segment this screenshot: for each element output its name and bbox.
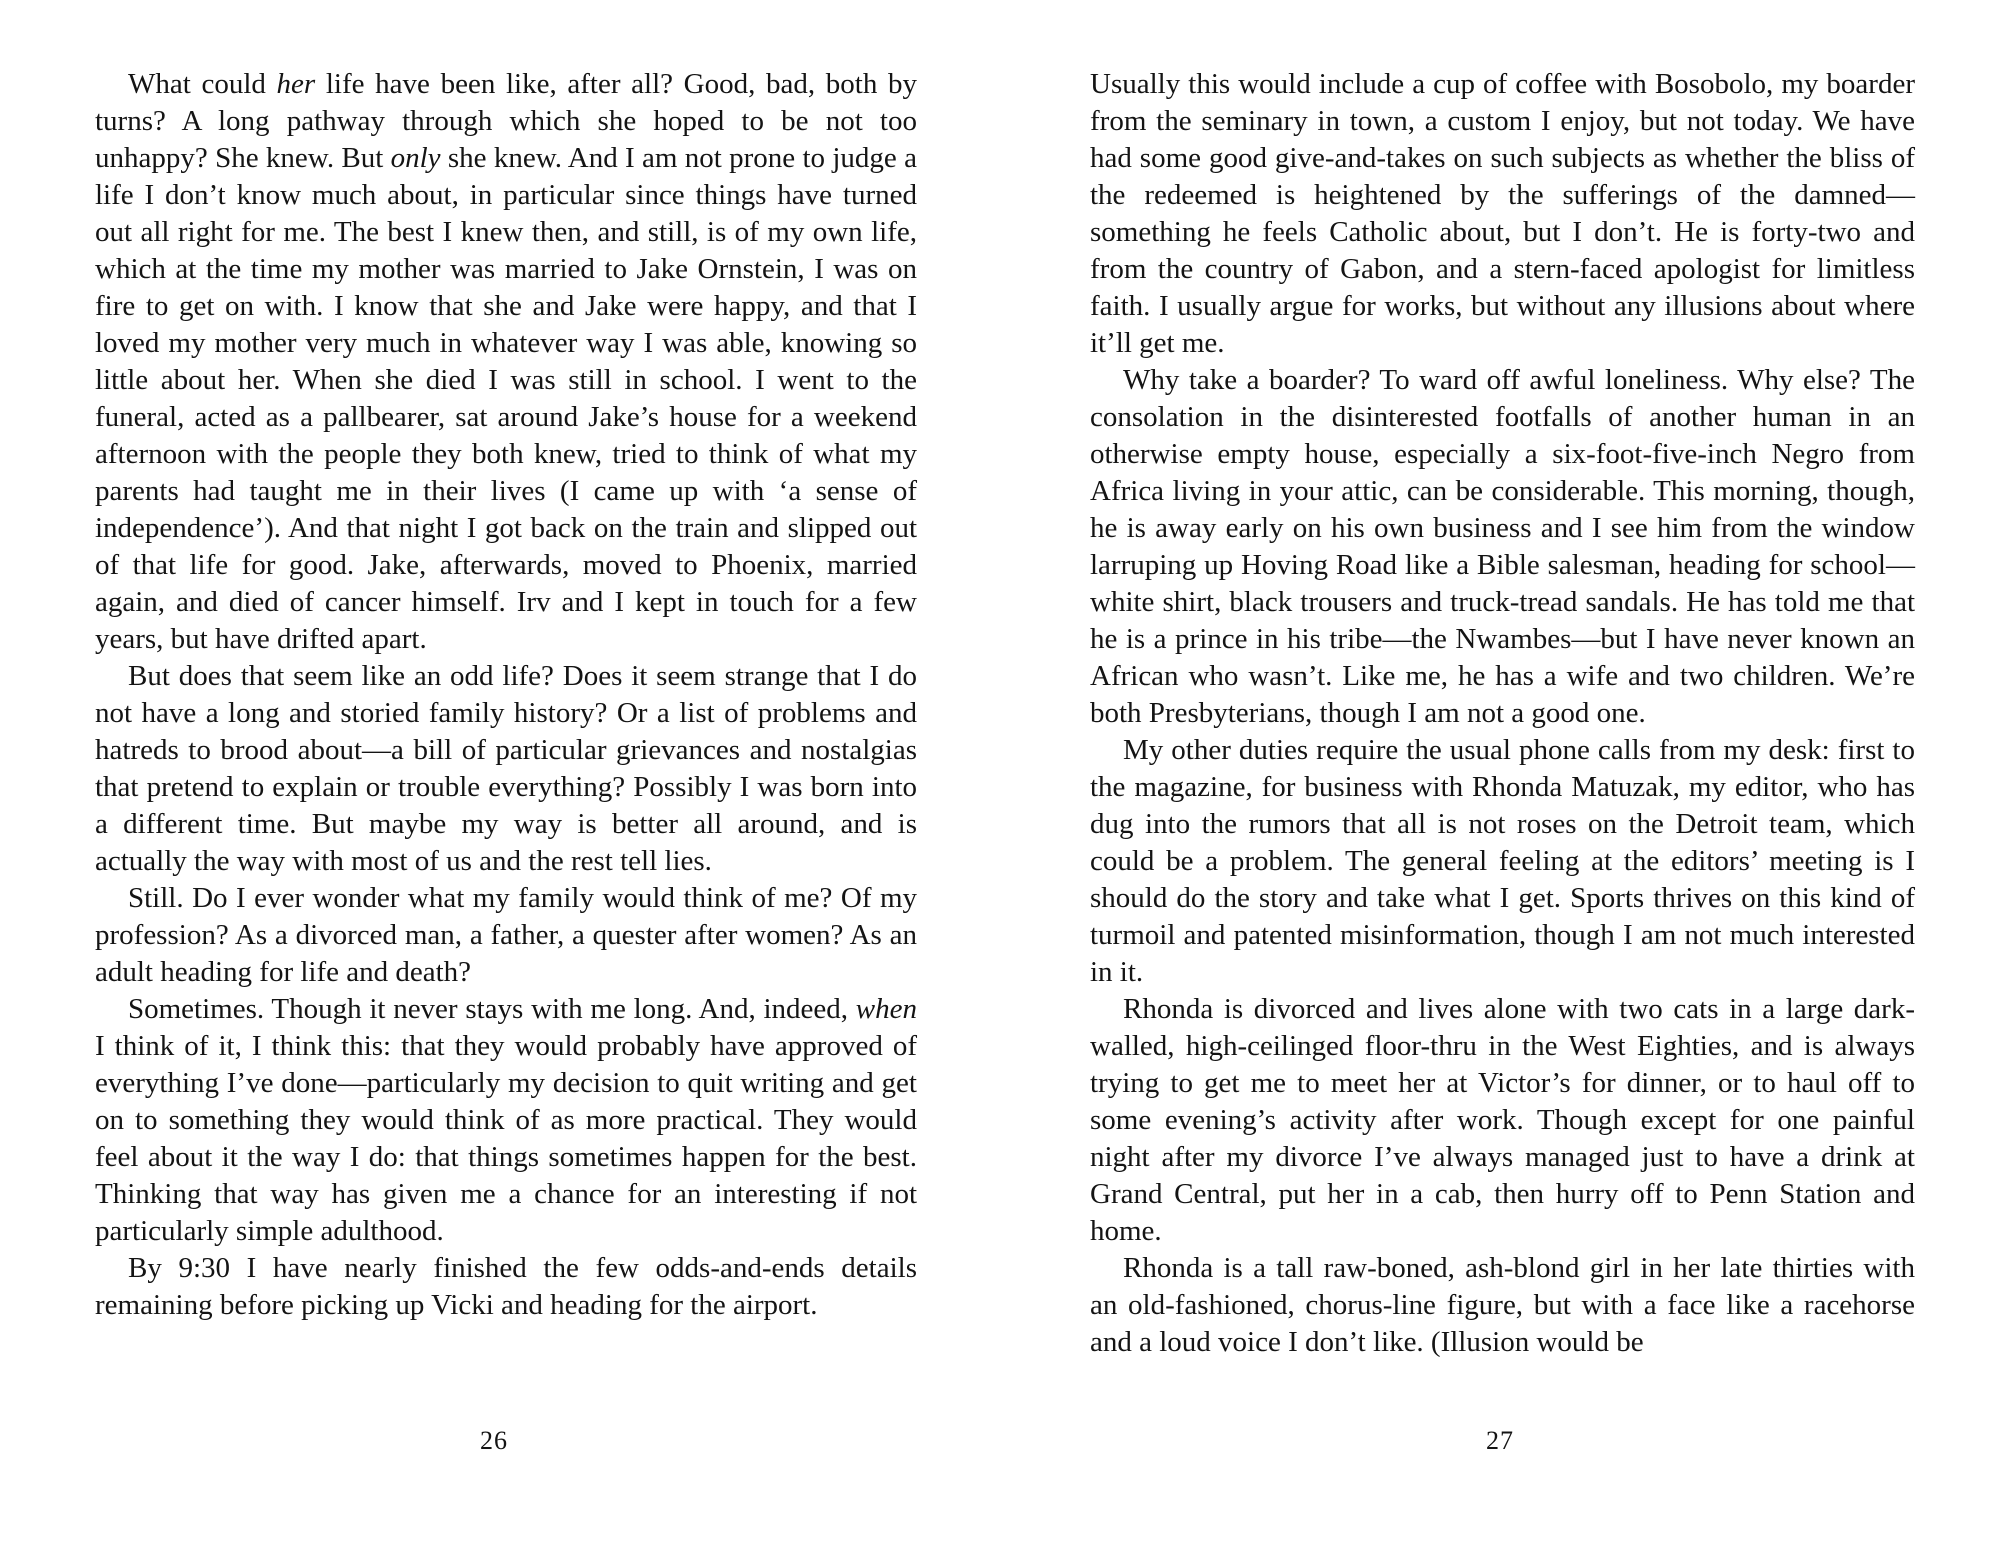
text-run: Usually this would include a cup of coffee with Bosobolo, my boarder from the seminary in town, a custom I enjoy, but not today. We have had some good give-and-takes on such subjects as whether the bliss of the redeemed is heightened by the sufferings of the damned—something he feels Catholic about, but I don’t. He is forty-two and from the country of Gabon, and a stern-faced apologist for limitless faith. I usually argue for works, but without any illusions about where it’ll get me.: [1090, 68, 1915, 359]
text-run: Rhonda is a tall raw-boned, ash-blond girl in her late thirties with an old-fashioned, chorus-line figure, but with a face like a racehorse and a loud voice I don’t like. (Illusion would be: [1090, 1252, 1915, 1358]
text-run: By 9:30 I have nearly finished the few odds-and-ends details remaining before picking up Vicki and heading for the airport.: [95, 1252, 917, 1321]
text-run: Still. Do I ever wonder what my family would think of me? Of my profession? As a divorced man, a father, a quester after women? As an adult heading for life and death?: [95, 882, 917, 988]
text-run: My other duties require the usual phone calls from my desk: first to the magazine, for business with Rhonda Matuzak, my editor, who has dug into the rumors that all is not roses on the Detroit team, which could be a problem. The general feeling at the editors’ meeting is I should do the story and take what I get. Sports thrives on this kind of turmoil and patented misinformation, though I am not much interested in it.: [1090, 734, 1915, 988]
right-page: [1000, 0, 2000, 1559]
paragraph: [1090, 991, 1915, 1250]
right-page-body: [1090, 66, 1915, 1361]
text-run: But does that seem like an odd life? Does it seem strange that I do not have a long and storied family history? Or a list of problems and hatreds to brood about—a bill of particular grievances and nostalgias that pretend to explain or trouble everything? Possibly I was born into a different time. But maybe my way is better all around, and is actually the way with most of us and the rest tell lies.: [95, 660, 917, 877]
text-run: I think of it, I think this: that they would probably have approved of everything I’ve done—particularly my decision to quit writing and get on to something they would think of as more practical. They would feel about it the way I do: that things sometimes happen for the best. Thinking that way has given me a chance for an interesting if not particularly simple adulthood.: [95, 1030, 917, 1247]
paragraph: [95, 66, 917, 658]
paragraph: [1090, 362, 1915, 732]
page-number: 27: [1486, 1426, 1514, 1455]
left-page-body: [95, 66, 917, 1324]
paragraph: [95, 658, 917, 880]
text-run: What could: [128, 68, 277, 100]
paragraph: [1090, 1250, 1915, 1361]
paragraph: [1090, 66, 1915, 362]
paragraph: [95, 991, 917, 1250]
text-run: Why take a boarder? To ward off awful loneliness. Why else? The consolation in the disinterested footfalls of another human in an otherwise empty house, especially a six-foot-five-inch Negro from Africa living in your attic, can be considerable. This morning, though, he is away early on his own business and I see him from the window larruping up Hoving Road like a Bible salesman, heading for school—white shirt, black trousers and truck-tread sandals. He has told me that he is a prince in his tribe—the Nwambes—but I have never known an African who wasn’t. Like me, he has a wife and two children. We’re both Presbyterians, though I am not a good one.: [1090, 364, 1915, 729]
italic-text: her: [276, 68, 316, 100]
paragraph: [1090, 732, 1915, 991]
text-run: Sometimes. Though it never stays with me long. And, indeed,: [128, 993, 856, 1025]
text-run: she knew. And I am not prone to judge a life I don’t know much about, in particular since things have turned out all right for me. The best I knew then, and still, is of my own life, which at the time my mother was married to Jake Ornstein, I was on fire to get on with. I know that she and Jake were happy, and that I loved my mother very much in whatever way I was able, knowing so little about her. When she died I was still in school. I went to the funeral, acted as a pallbearer, sat around Jake’s house for a weekend afternoon with the people they both knew, tried to think of what my parents had taught me in their lives (I came up with ‘a sense of independence’). And that night I got back on the train and slipped out of that life for good. Jake, afterwards, moved to Phoenix, married again, and died of cancer himself. Irv and I kept in touch for a few years, but have drifted apart.: [95, 142, 917, 655]
paragraph: [95, 880, 917, 991]
italic-text: when: [855, 993, 917, 1025]
text-run: Rhonda is divorced and lives alone with two cats in a large dark-walled, high-ceilinged floor-thru in the West Eighties, and is always trying to get me to meet her at Victor’s for dinner, or to haul off to some evening’s activity after work. Though except for one painful night after my divorce I’ve always managed just to have a drink at Grand Central, put her in a cab, then hurry off to Penn Station and home.: [1090, 993, 1915, 1247]
page-number: 26: [480, 1426, 508, 1455]
text-run: life have been like, after all? Good, bad, both by turns? A long pathway through which she hoped to be not too unhappy? She knew. But: [95, 68, 917, 174]
italic-text: only: [390, 142, 441, 174]
paragraph: [95, 1250, 917, 1324]
